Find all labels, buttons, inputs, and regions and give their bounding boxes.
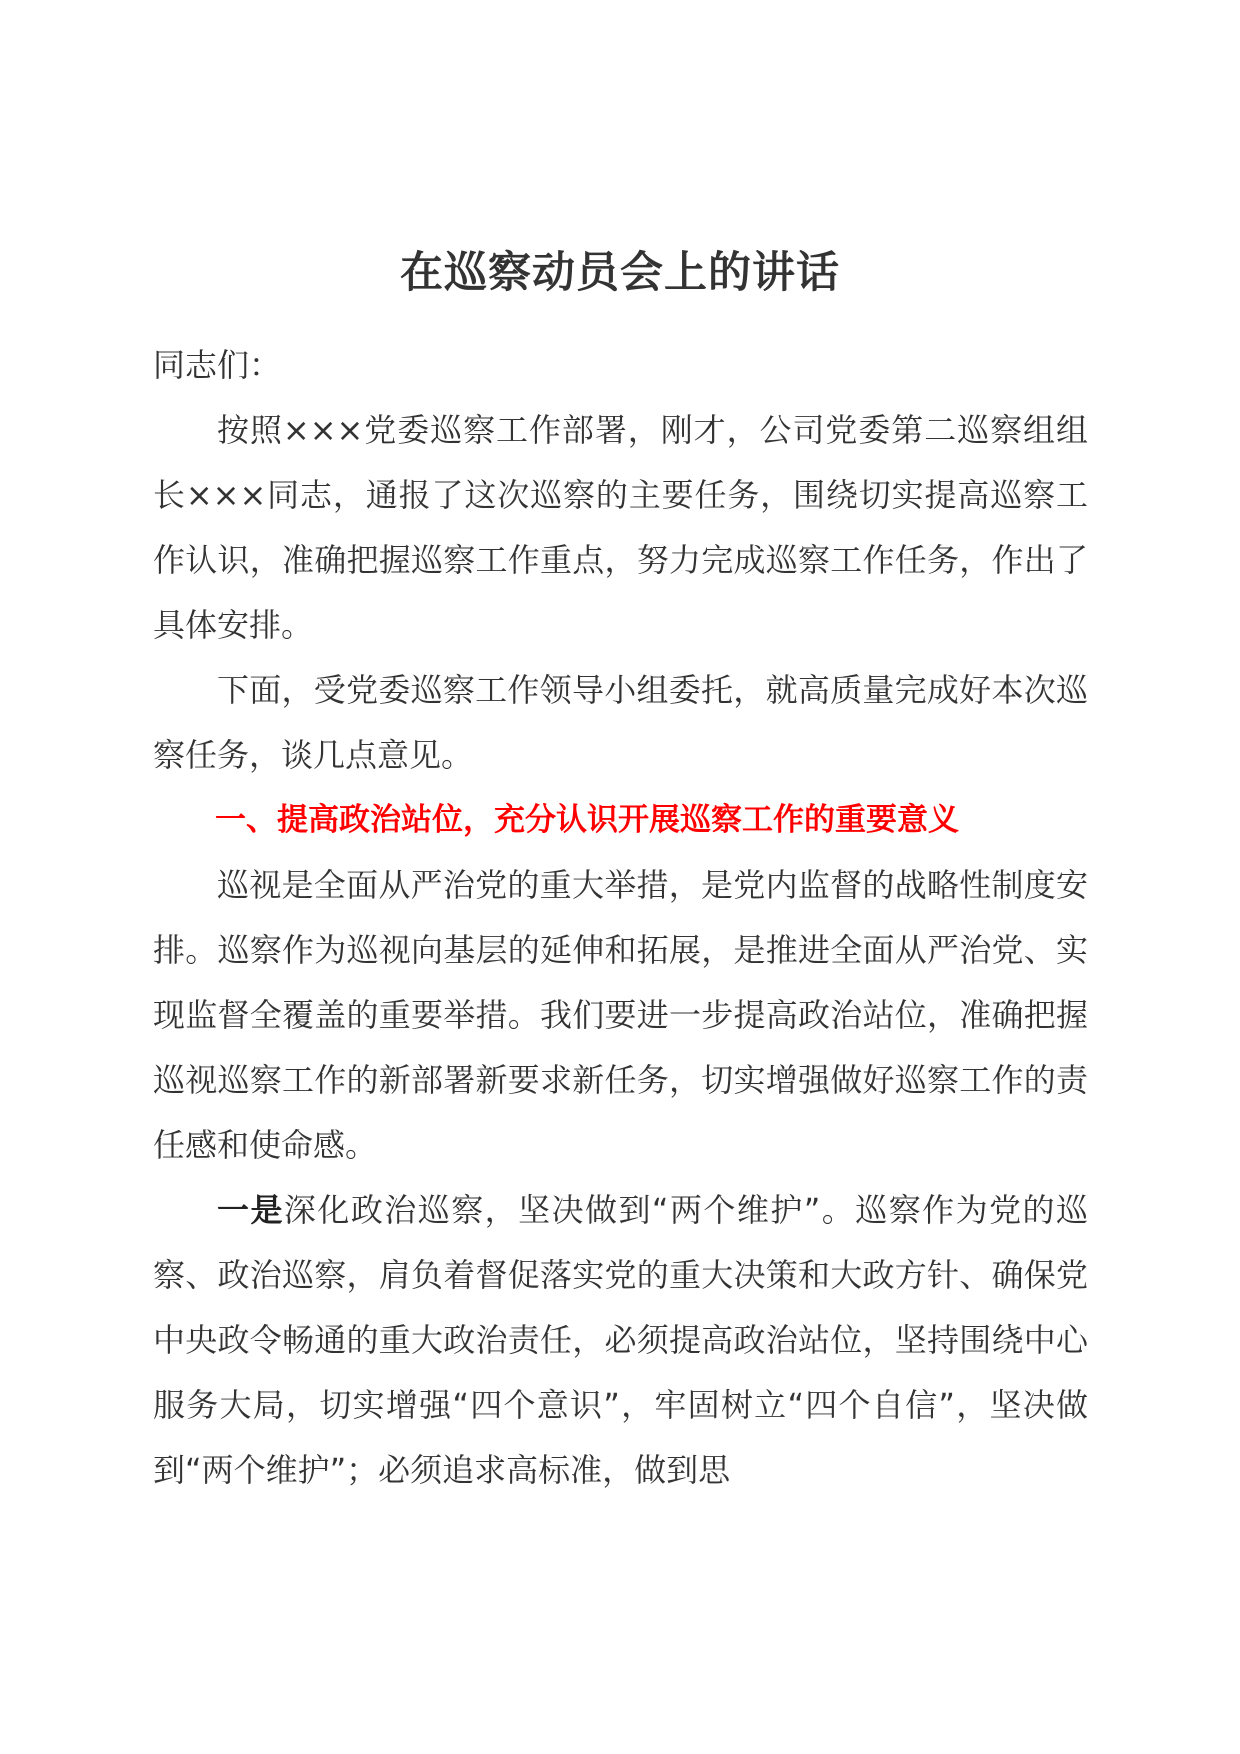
paragraph-2: 下面，受党委巡察工作领导小组委托，就高质量完成好本次巡察任务，谈几点意见。 (153, 671, 1088, 774)
paragraph-4 (153, 1178, 1088, 1503)
document-title: 在巡察动员会上的讲话 (400, 248, 840, 298)
paragraph-4-lead: 一是 (217, 1191, 284, 1229)
paragraph-3: 巡视是全面从严治党的重大举措，是党内监督的战略性制度安排。巡察作为巡视向基层的延伸和拓展，是推进全面从严治党、实现监督全覆盖的重要举措。我们要进一步提高政治站位，准确把握巡视巡察工作的新部署新要求新任务，切实增强做好巡察工作的责任感和使命感。 (153, 866, 1088, 1164)
paragraph-4-text: 深化政治巡察，坚决做到“两个维护”。巡察作为党的巡察、政治巡察，肩负着督促落实党的重大决策和大政方针、确保党中央政令畅通的重大政治责任，必须提高政治站位，坚持围绕中心服务大局，切实增强“四个意识”，牢固树立“四个自信”，坚决做到“两个维护”；必须追求高标准，做到思 (153, 1191, 1088, 1489)
document-body (153, 333, 1088, 1503)
section-1-heading: 一、提高政治站位，充分认识开展巡察工作的重要意义 (215, 802, 959, 838)
paragraph-1: 按照×××党委巡察工作部署，刚才，公司党委第二巡察组组长×××同志，通报了这次巡察的主要任务，围绕切实提高巡察工作认识，准确把握巡察工作重点，努力完成巡察工作任务，作出了具体安排。 (153, 411, 1088, 644)
salutation: 同志们： (153, 346, 282, 384)
